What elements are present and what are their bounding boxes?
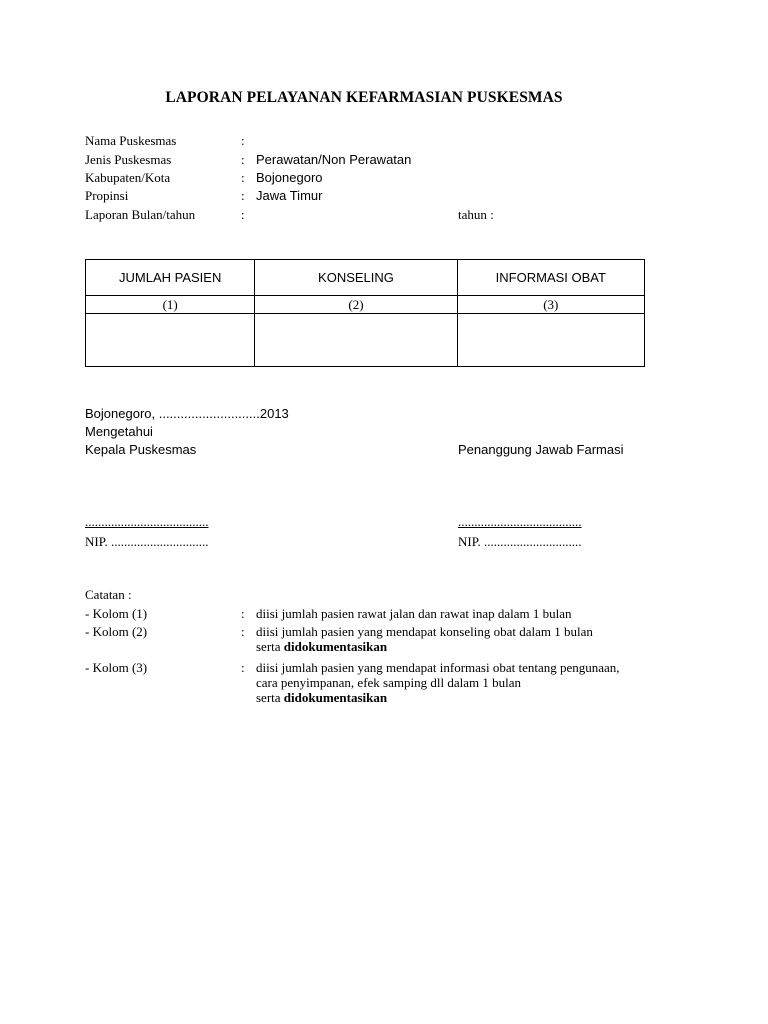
header-konseling: KONSELING <box>255 260 457 296</box>
field-label-laporan-bulan-tahun: Laporan Bulan/tahun <box>85 207 196 222</box>
field-label-tahun: tahun : <box>458 207 494 222</box>
note-text-kolom-2 <box>256 624 656 654</box>
note-colon: : <box>241 660 245 675</box>
left-signer-role: Kepala Puskesmas <box>85 442 197 457</box>
note-label-kolom-3: - Kolom (3) <box>85 660 148 675</box>
note-text-kolom-1: diisi jumlah pasien rawat jalan dan rawat inap dalam 1 bulan <box>256 606 572 621</box>
note-label-kolom-1: - Kolom (1) <box>85 606 148 621</box>
cell-informasi-obat[interactable] <box>457 314 644 367</box>
field-label-propinsi: Propinsi <box>85 188 129 203</box>
note-text-kolom-3-body: diisi jumlah pasien yang mendapat informasi obat tentang pengunaan, cara penyimpanan, efek samping dll dalam 1 bulan <box>256 660 620 690</box>
cell-jumlah-pasien[interactable] <box>86 314 255 367</box>
note-text-kolom-3 <box>256 660 636 705</box>
cell-konseling[interactable] <box>255 314 457 367</box>
field-colon: : <box>241 133 245 148</box>
note-text-kolom-2-serta: serta <box>256 639 284 654</box>
right-signer-role: Penanggung Jawab Farmasi <box>458 442 624 457</box>
note-colon: : <box>241 606 245 621</box>
field-colon: : <box>241 152 245 167</box>
field-label-jenis-puskesmas: Jenis Puskesmas <box>85 152 172 167</box>
field-value-propinsi: Jawa Timur <box>256 188 323 203</box>
header-informasi-obat: INFORMASI OBAT <box>457 260 644 296</box>
note-text-kolom-2-bold: didokumentasikan <box>283 639 388 654</box>
right-nip: NIP. .............................. <box>458 534 582 549</box>
left-signature-line: ...................................... <box>85 514 209 529</box>
right-signature-line: ...................................... <box>458 514 582 529</box>
table-number-row <box>86 296 645 314</box>
column-number-2: (2) <box>255 296 457 314</box>
report-title: LAPORAN PELAYANAN KEFARMASIAN PUSKESMAS <box>165 89 563 106</box>
field-colon: : <box>241 188 245 203</box>
field-colon: : <box>241 207 245 222</box>
left-nip: NIP. .............................. <box>85 534 209 549</box>
note-text-kolom-3-serta: serta <box>256 690 284 705</box>
note-text-kolom-3-bold: didokumentasikan <box>283 690 388 705</box>
field-label-kabupaten-kota: Kabupaten/Kota <box>85 170 171 185</box>
column-number-1: (1) <box>86 296 255 314</box>
place-date: Bojonegoro, ............................2013 <box>85 406 289 421</box>
field-value-kabupaten-kota: Bojonegoro <box>256 170 323 185</box>
field-value-jenis-puskesmas: Perawatan/Non Perawatan <box>256 152 412 167</box>
mengetahui-label: Mengetahui <box>85 424 153 439</box>
table-header-row <box>86 260 645 296</box>
column-number-3: (3) <box>457 296 644 314</box>
note-label-kolom-2: - Kolom (2) <box>85 624 148 639</box>
note-colon: : <box>241 624 245 639</box>
notes-heading: Catatan : <box>85 587 132 602</box>
report-table <box>85 259 645 367</box>
field-label-nama-puskesmas: Nama Puskesmas <box>85 133 177 148</box>
field-colon: : <box>241 170 245 185</box>
note-text-kolom-2-line1: diisi jumlah pasien yang mendapat konseling obat dalam 1 bulan <box>256 624 593 639</box>
header-jumlah-pasien: JUMLAH PASIEN <box>86 260 255 296</box>
table-row <box>86 314 645 367</box>
